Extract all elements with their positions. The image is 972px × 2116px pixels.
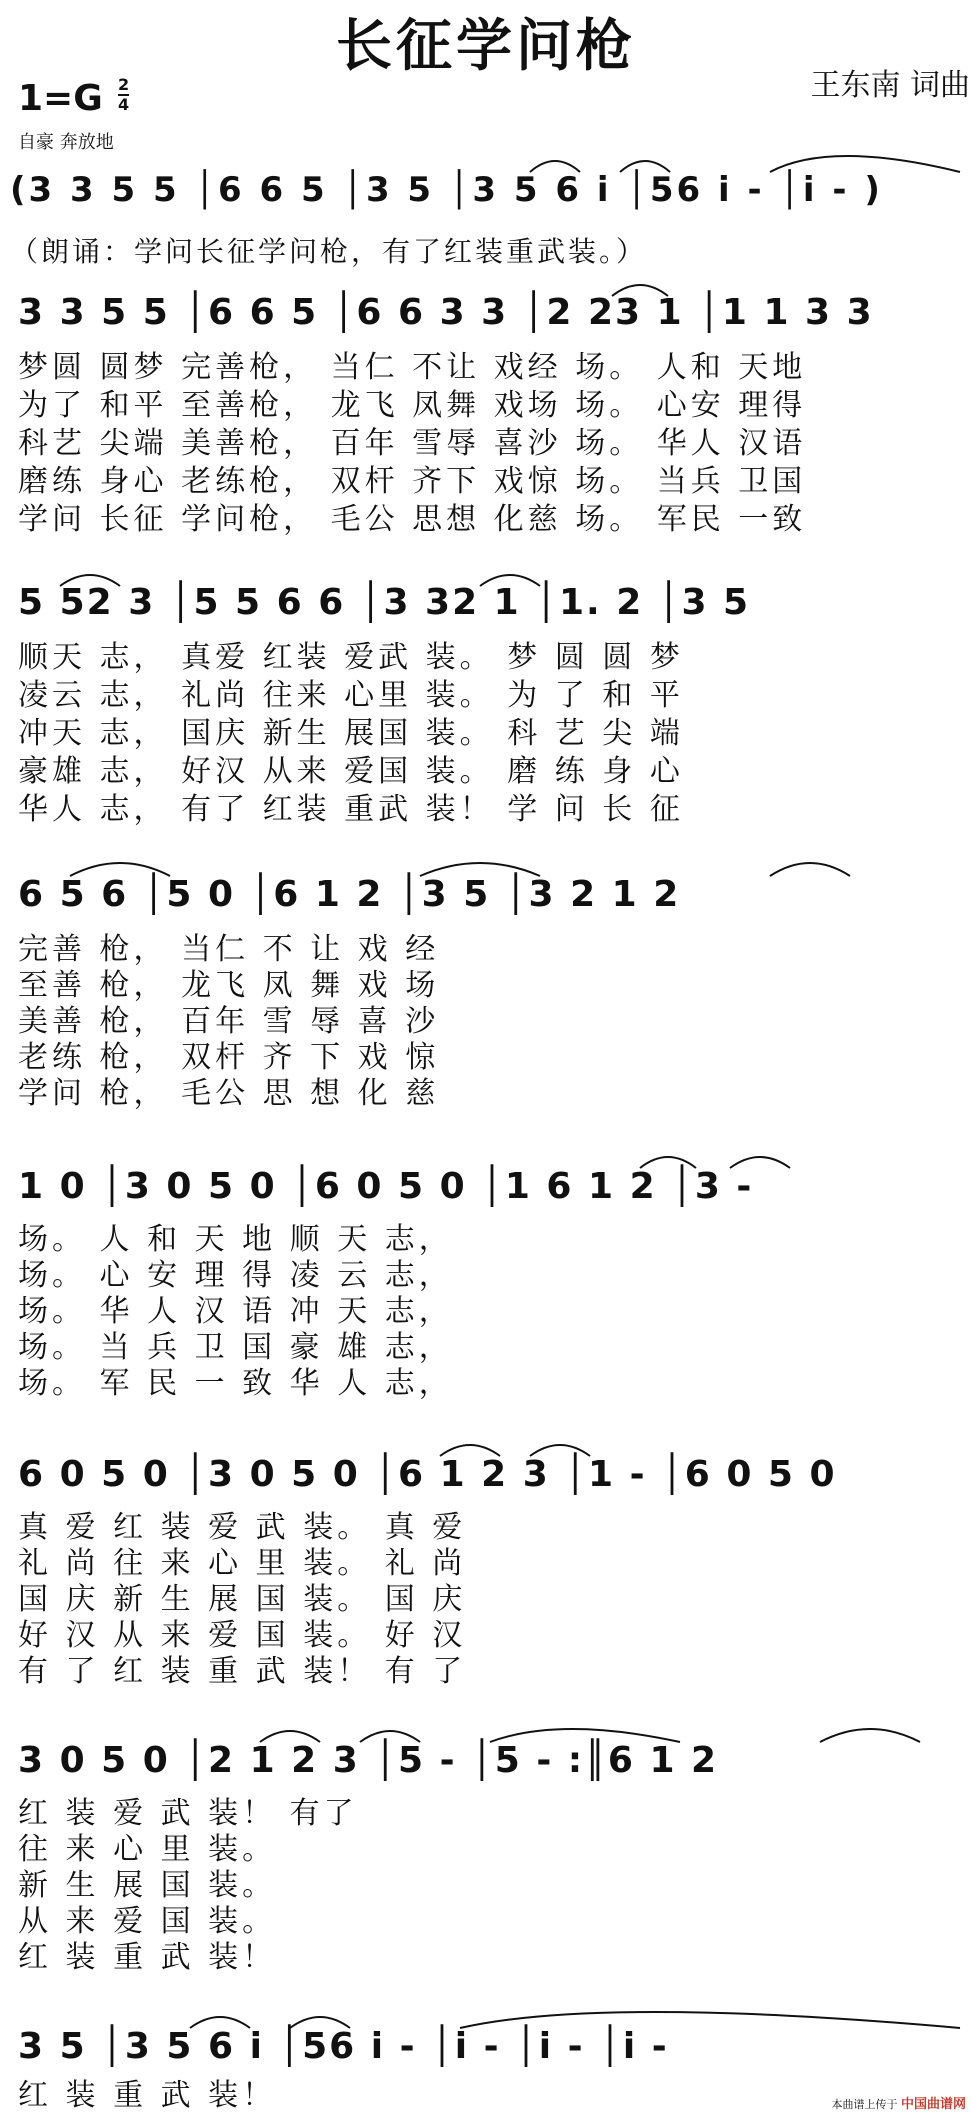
system-4-lyric-3: 场。 华 人 汉 语 冲 天 志， (18, 1294, 453, 1329)
system-2-lyric-4: 豪雄 志， 好汉 从来 爱国 装。 磨 练 身 心 (18, 754, 684, 789)
system-5-notes: 6 0 5 0 │3 0 5 0 │6 1 2 3 │1 - │6 0 5 0 (18, 1454, 837, 1495)
meter-top: 2 (118, 75, 130, 94)
system-4-lyric-1: 场。 人 和 天 地 顺 天 志， (18, 1222, 453, 1257)
system-4-lyric-5: 场。 军 民 一 致 华 人 志， (18, 1366, 453, 1401)
system-6-lyric-2: 往 来 心 里 装。 (18, 1832, 277, 1867)
system-4-lyric-4: 场。 当 兵 卫 国 豪 雄 志， (18, 1330, 453, 1365)
system-3-lyric-1: 完善 枪， 当仁 不 让 戏 经 (18, 932, 440, 967)
system-2-lyric-3: 冲天 志， 国庆 新生 展国 装。 科 艺 尖 端 (18, 716, 684, 751)
footer-text: 本曲谱上传于 (831, 2098, 898, 2111)
system-5-lyric-2: 礼 尚 往 来 心 里 装。 礼 尚 (18, 1546, 467, 1581)
system-2-lyric-2: 凌云 志， 礼尚 往来 心里 装。 为 了 和 平 (18, 678, 684, 713)
system-3-lyric-4: 老练 枪， 双杆 齐 下 戏 惊 (18, 1040, 440, 1075)
tempo-marking: 自豪 奔放地 (18, 132, 114, 153)
system-1-notes: 3 3 5 5 │6 6 5 │6 6 3 3 │2 23 1 │1 1 3 3 (18, 292, 874, 333)
meter-bottom: 4 (118, 95, 130, 114)
key-signature: 1=G (18, 78, 103, 119)
system-1-lyric-2: 为了 和平 至善枪， 龙飞 凤舞 戏场 场。 心安 理得 (18, 388, 807, 423)
system-6-lyric-3: 新 生 展 国 装。 (18, 1868, 277, 1903)
slur-s14 (820, 1729, 920, 1742)
page-title: 长征学问枪 (336, 14, 636, 79)
system-4-notes: 1 0 │3 0 5 0 │6 0 5 0 │1 6 1 2 │3 - (18, 1166, 754, 1207)
system-6-lyric-5: 红 装 重 武 装！ (18, 1940, 277, 1975)
system-5-lyric-4: 好 汉 从 来 爱 国 装。 好 汉 (18, 1618, 467, 1653)
system-3-lyric-3: 美善 枪， 百年 雪 辱 喜 沙 (18, 1004, 440, 1039)
system-6-lyric-1: 红 装 爱 武 装！ 有了 (18, 1796, 358, 1831)
system-5-lyric-5: 有 了 红 装 重 武 装！ 有 了 (18, 1654, 467, 1689)
author-credit: 王东南 词曲 (810, 68, 970, 103)
time-signature (118, 76, 129, 114)
system-1-lyric-1: 梦圆 圆梦 完善枪， 当仁 不让 戏经 场。 人和 天地 (18, 350, 807, 385)
site-logo: 中国曲谱网 (900, 2097, 966, 2112)
system-5-lyric-3: 国 庆 新 生 展 国 装。 国 庆 (18, 1582, 467, 1617)
system-3-notes: 6 5 6 │5 0 │6 1 2 │3 5 │3 2 1 2 (18, 874, 681, 915)
system-6-notes: 3 0 5 0 │2 1 2 3 │5 - │5 - :║6 1 2 (18, 1740, 719, 1781)
system-1-lyric-5: 学问 长征 学问枪， 毛公 思想 化慈 场。 军民 一致 (18, 502, 807, 537)
system-2-lyric-5: 华人 志， 有了 红装 重武 装！ 学 问 长 征 (18, 792, 684, 827)
system-3-lyric-2: 至善 枪， 龙飞 凤 舞 戏 场 (18, 968, 440, 1003)
system-7-notes: 3 5 │3 5 6 i │56 i - │i - │i - │i - (18, 2026, 669, 2067)
system-4-lyric-2: 场。 心 安 理 得 凌 云 志， (18, 1258, 453, 1293)
system-3-lyric-5: 学问 枪， 毛公 思 想 化 慈 (18, 1076, 440, 1111)
recitation-line: （朗诵：学问长征学问枪，有了红装重武装。） (10, 235, 648, 268)
system-1-lyric-3: 科艺 尖端 美善枪， 百年 雪辱 喜沙 场。 华人 汉语 (18, 426, 807, 461)
system-7-lyric-1: 红 装 重 武 装！ (18, 2078, 277, 2113)
footer-credit (831, 2093, 966, 2112)
intro-notes: (3 3 5 5 │6 6 5 │3 5 │3 5 6 i │56 i - │i - ) (10, 170, 883, 210)
system-2-notes: 5 52 3 │5 5 6 6 │3 32 1 │1. 2 │3 5 (18, 582, 751, 623)
system-2-lyric-1: 顺天 志， 真爱 红装 爱武 装。 梦 圆 圆 梦 (18, 640, 684, 675)
slur-s6 (770, 863, 850, 876)
system-1-lyric-4: 磨练 身心 老练枪， 双杆 齐下 戏惊 场。 当兵 卫国 (18, 464, 807, 499)
system-5-lyric-1: 真 爱 红 装 爱 武 装。 真 爱 (18, 1510, 467, 1545)
system-6-lyric-4: 从 来 爱 国 装。 (18, 1904, 277, 1939)
